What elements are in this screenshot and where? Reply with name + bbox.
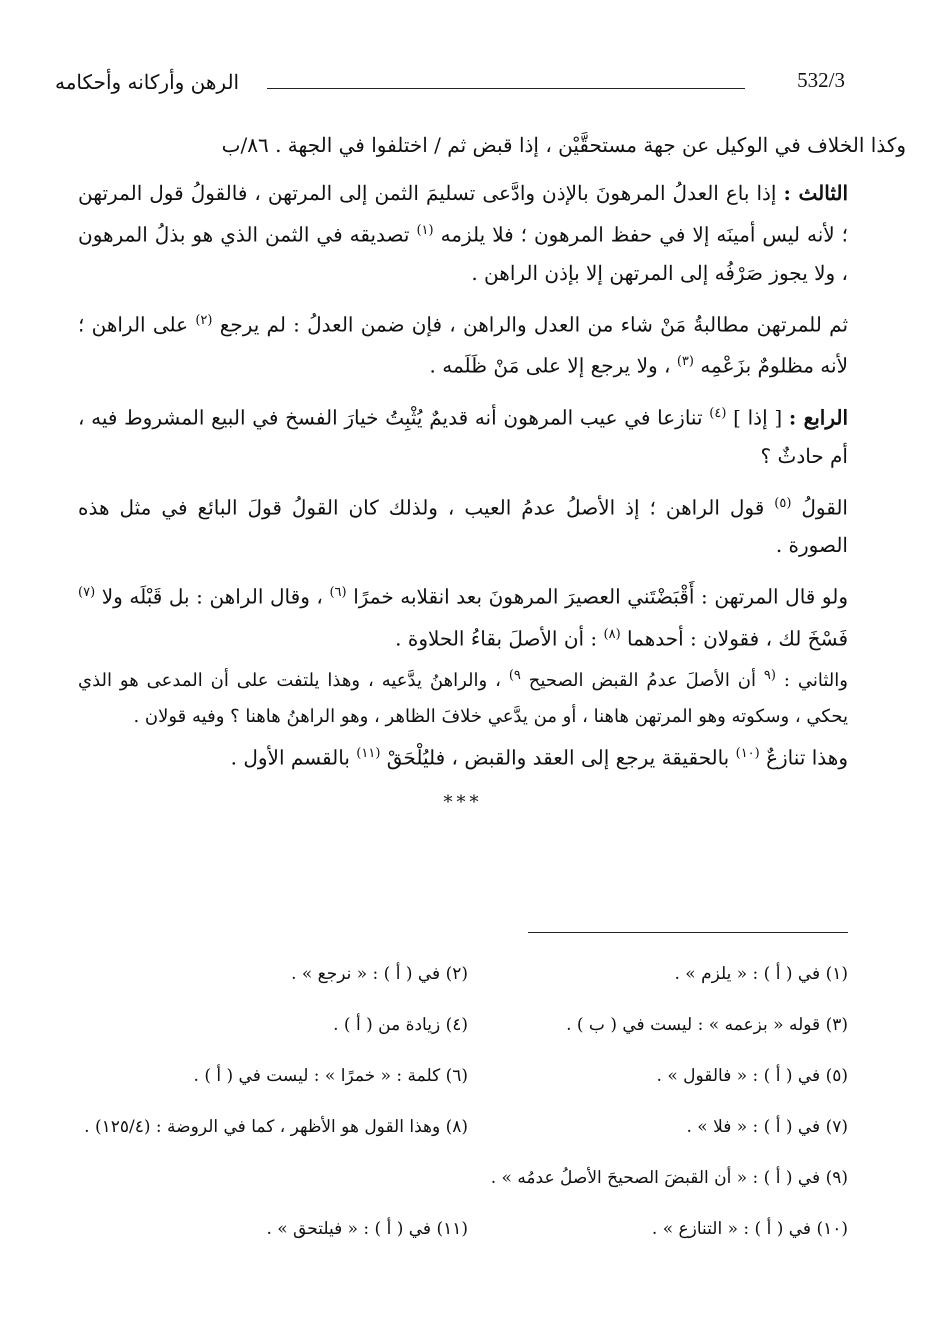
footnote-ref: (٩ xyxy=(763,667,776,683)
section-separator-stars: *** xyxy=(443,792,483,814)
footnote-ref: (٢) xyxy=(195,312,213,328)
footnote-row xyxy=(78,1117,848,1168)
section-label-third: الثالث : xyxy=(783,181,849,205)
header-rule xyxy=(267,88,745,89)
footnote-ref: (١١) xyxy=(356,745,381,761)
paragraph-6: ولو قال المرتهن : أَقْبَضْتَني العصيرَ المرهونَ بعد انقلابه خمرًا $^{(٦)}$ ، وقال الراهن : بل قَبْلَه ولا $^{(٧)}$ فَسْخَ لك ، فقولان : أحدهما $^{(٨)}$ : أن الأصلَ بقاءُ الحلاوة . xyxy=(78,584,849,651)
paragraph-1: وكذا الخلاف في الوكيل عن جهة مستحقَّيْن ، إذا قبض ثم / اختلفوا في الجهة . ٨٦/ب xyxy=(221,133,906,157)
footnote-ref: (٣) xyxy=(676,354,694,370)
paragraph-8: وهذا تنازعٌ $^{(١٠)}$ بالحقيقة يرجع إلى العقد والقبض ، فليُلْحَقْ $^{(١١)}$ بالقسم الأول . xyxy=(230,745,848,770)
paragraph-7: والثاني : $^{(٩}$ أن الأصلَ عدمُ القبض الصحيح $^{٩)}$ ، والراهنُ يدَّعيه ، وهذا يلتفت على أن المدعى هو الذي يحكي ، وسكوته وهو المرتهن هاهنا ، أو من يدَّعي خلافَ الظاهر ، وهو الراهنُ هاهنا ؟ وفيه قولان . xyxy=(78,667,848,727)
page-reference: 532/3 xyxy=(797,68,845,92)
footnote-row xyxy=(78,1015,848,1066)
footnote-ref: ٩) xyxy=(508,667,521,683)
paragraph-3: ثم للمرتهن مطالبةُ مَنْ شاء من العدل والراهن ، فإن ضمن العدلُ : لم يرجع $^{(٢)}$ على الراهن ؛ لأنه مظلومٌ بزَعْمِه $^{(٣)}$ ، ولا يرجع إلا على مَنْ ظَلَمه . xyxy=(78,312,849,378)
footnote-ref: (٥) xyxy=(774,495,792,511)
paragraph-5: القولُ $^{(٥)}$ قول الراهن ؛ إذ الأصلُ عدمُ العيب ، ولذلك كان القولُ قولَ البائع في مثل هذه الصورة . xyxy=(78,495,848,558)
running-header xyxy=(55,64,845,104)
footnote-5: (٥) في ( أ ) : « فالقول » . xyxy=(656,1066,848,1086)
footnotes xyxy=(78,964,848,1270)
footnote-row xyxy=(78,1219,848,1270)
footnote-2: (٢) في ( أ ) : « نرجع » . xyxy=(291,964,468,984)
footnote-ref: (١) xyxy=(416,223,434,238)
footnote-ref: (٨) xyxy=(603,626,621,642)
main-text xyxy=(78,126,906,822)
footnote-3: (٣) قوله « بزعمه » : ليست في ( ب ) . xyxy=(566,1015,848,1035)
footnote-6: (٦) كلمة : « خمرًا » : ليست في ( أ ) . xyxy=(193,1066,468,1086)
footnote-11: (١١) في ( أ ) : « فيلتحق » . xyxy=(266,1219,468,1239)
footnote-ref: (٦) xyxy=(329,585,347,601)
chapter-title: الرهن وأركانه وأحكامه xyxy=(55,70,240,94)
section-label-fourth: الرابع : xyxy=(788,405,849,430)
margin-reference: ٨٦/ب xyxy=(221,133,269,157)
footnote-row xyxy=(78,964,848,1015)
paragraph-fourth: الرابع : [ إذا ] $^{(٤)}$ تنازعا في عيب المرهون أنه قديمٌ يُثْبِتُ خيارَ الفسخ في البيع المشروط فيه ، أم حادثٌ ؟ xyxy=(78,405,849,468)
footnote-9: (٩) في ( أ ) : « أن القبضَ الصحيحَ الأصلُ عدمُه » . xyxy=(490,1168,848,1188)
footnote-row xyxy=(78,1168,848,1219)
footnote-ref: (٧) xyxy=(78,585,96,601)
footnote-ref: (٤) xyxy=(709,405,727,421)
footnote-row xyxy=(78,1066,848,1117)
footnote-7: (٧) في ( أ ) : « فلا » . xyxy=(686,1117,848,1137)
footnote-8: (٨) وهذا القول هو الأظهر ، كما في الروضة : (١٢٥/٤) . xyxy=(84,1117,468,1137)
paragraph-third: الثالث : إذا باع العدلُ المرهونَ بالإذن وادَّعى تسليمَ الثمن إلى المرتهن ، فالقولُ قول المرتهن ؛ لأنه ليس أمينَه إلا في حفظ المرهون ؛ فلا يلزمه $^{(١)}$ تصديقه في الثمن الذي هو بذلُ المرهون ، ولا يجوز صَرْفُه إلى المرتهن إلا بإذن الراهن . xyxy=(78,181,849,285)
footnote-10: (١٠) في ( أ ) : « التنازع » . xyxy=(651,1219,848,1239)
footnote-ref: (١٠) xyxy=(735,745,760,761)
footnote-1: (١) في ( أ ) : « يلزم » . xyxy=(674,964,848,984)
footnote-4: (٤) زيادة من ( أ ) . xyxy=(333,1015,468,1035)
footnote-rule xyxy=(528,932,848,933)
